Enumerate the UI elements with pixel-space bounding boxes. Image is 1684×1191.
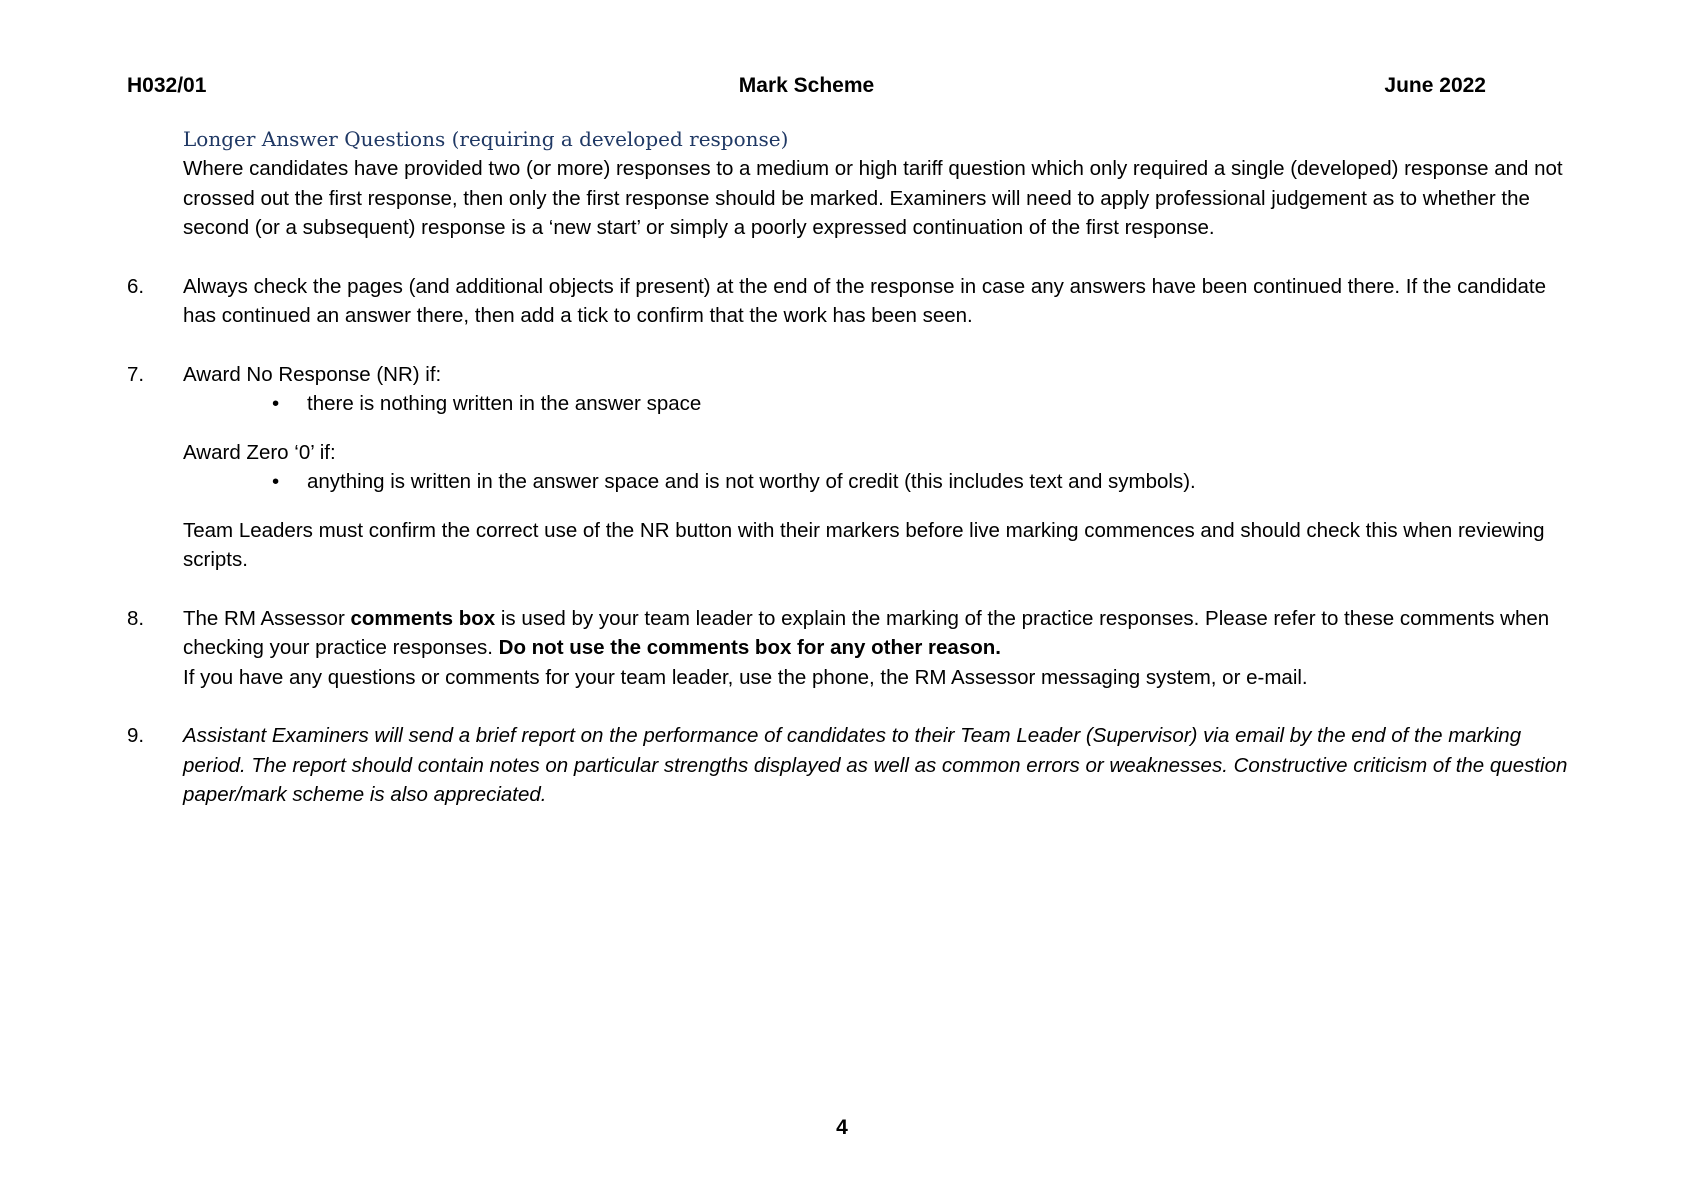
- comments-box-term: comments box: [350, 606, 496, 630]
- longer-answer-heading: Longer Answer Questions (requiring a developed response): [183, 127, 789, 151]
- longer-answer-text: Where candidates have provided two (or more) responses to a medium or high tariff question which only required a single (developed) response and not crossed out the first response, then only the first response should be marked. Examiners will need to apply professional judgement as to whether the second (or a subsequent) response is a ‘new start’ or simply a poorly expressed continuation of the first response.: [183, 157, 1563, 239]
- item-8-text: [183, 604, 1577, 663]
- comments-box-warning: Do not use the comments box for any other reason.: [498, 636, 1001, 659]
- item-9: [127, 721, 1577, 810]
- bullet-icon: •: [272, 392, 280, 415]
- page-header: [127, 74, 1486, 104]
- zero-intro: Award Zero ‘0’ if:: [183, 440, 336, 464]
- item-6: [127, 272, 1577, 331]
- zero-bullet-item: [127, 467, 1577, 497]
- item-7-number: 7.: [127, 362, 145, 386]
- header-title: Mark Scheme: [738, 74, 875, 97]
- item-6-text: Always check the pages (and additional objects if present) at the end of the response in case any answers have been continued there. If the candidate has continued an answer there, then add a tick to confirm that the work has been seen.: [183, 274, 1546, 327]
- item-8-part2: is used by your team leader to explain the marking of the practice responses. Please refer to these comments when checking your practice responses.: [183, 606, 1550, 659]
- item-8-line2: If you have any questions or comments for your team leader, use the phone, the RM Assessor messaging system, or e-mail.: [183, 665, 1308, 689]
- paper-code: H032/01: [127, 74, 207, 97]
- page-number: 4: [836, 1116, 848, 1139]
- item-9-number: 9.: [127, 724, 145, 747]
- item-6-number: 6.: [127, 274, 145, 298]
- nr-bullet-text: there is nothing written in the answer space: [307, 392, 702, 415]
- item-8-part1: The RM Assessor: [183, 606, 351, 630]
- zero-bullet-text: anything is written in the answer space and is not worthy of credit (this includes text and symbols).: [307, 470, 1196, 493]
- bullet-icon: •: [272, 470, 280, 493]
- item-7: [127, 360, 1577, 390]
- document-body: [127, 124, 1577, 810]
- header-date: June 2022: [1384, 74, 1486, 97]
- team-leaders-text: Team Leaders must confirm the correct use of the NR button with their markers before live marking commences and should check this when reviewing scripts.: [183, 518, 1545, 571]
- nr-intro: Award No Response (NR) if:: [183, 362, 442, 386]
- item-8-number: 8.: [127, 606, 145, 630]
- item-9-text: Assistant Examiners will send a brief report on the performance of candidates to their Team Leader (Supervisor) via email by the end of the marking period. The report should contain notes on particular strengths displayed as well as common errors or weaknesses. Constructive criticism of the question paper/mark scheme is also appreciated.: [183, 724, 1568, 806]
- nr-bullet-item: [127, 389, 1577, 419]
- item-8: [127, 604, 1577, 693]
